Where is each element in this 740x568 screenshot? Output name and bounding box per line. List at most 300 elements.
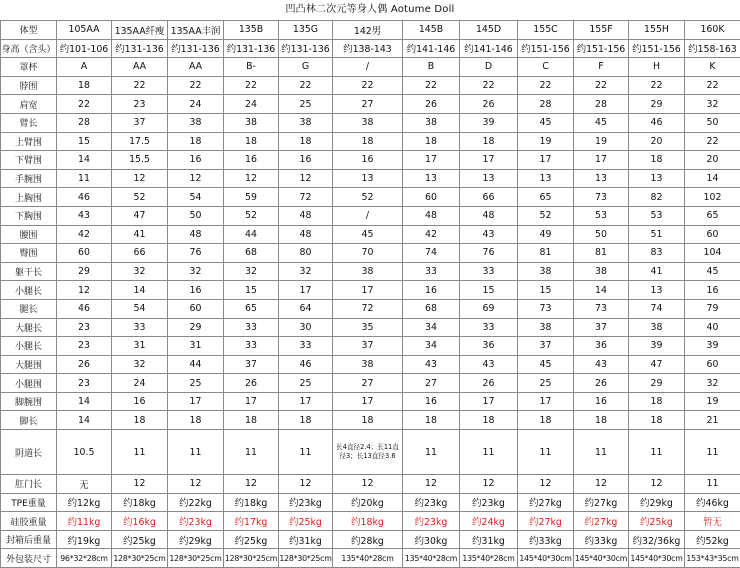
table-cell: 约141-146 xyxy=(460,39,518,58)
table-cell: 11 xyxy=(168,430,224,475)
table-cell: 25 xyxy=(279,95,333,114)
table-cell: 18 xyxy=(57,76,112,95)
table-cell: 11 xyxy=(57,169,112,188)
table-cell: G xyxy=(279,58,333,77)
table-cell: 135*40*28cm xyxy=(333,549,403,568)
table-cell: 26 xyxy=(460,95,518,114)
table-cell: 18 xyxy=(403,411,460,430)
table-cell: 76 xyxy=(168,244,224,263)
table-row xyxy=(1,549,740,568)
table-cell: 约12kg xyxy=(57,493,112,512)
table-cell: B xyxy=(403,58,460,77)
table-cell: 52 xyxy=(333,188,403,207)
table-cell: 52 xyxy=(112,188,168,207)
table-cell: 48 xyxy=(460,206,518,225)
table-cell: 11 xyxy=(685,475,740,494)
table-cell: 约101-106 xyxy=(57,39,112,58)
table-cell: 约23kg xyxy=(460,493,518,512)
table-cell: 约27kg xyxy=(518,512,574,531)
table-cell: 约27kg xyxy=(518,493,574,512)
table-cell: 22 xyxy=(279,76,333,95)
table-cell: 51 xyxy=(629,225,685,244)
table-cell: 14 xyxy=(112,281,168,300)
table-cell: 14 xyxy=(57,151,112,170)
table-cell: 32 xyxy=(112,262,168,281)
table-cell: 约52kg xyxy=(685,530,740,549)
table-cell: / xyxy=(333,58,403,77)
table-cell: 约28kg xyxy=(333,530,403,549)
table-cell: 43 xyxy=(574,355,629,374)
table-cell: 96*32*28cm xyxy=(57,549,112,568)
table-cell: 46 xyxy=(279,355,333,374)
table-cell: 28 xyxy=(574,95,629,114)
table-cell: 24 xyxy=(224,95,279,114)
table-row xyxy=(1,392,740,411)
table-cell: 82 xyxy=(629,188,685,207)
table-row xyxy=(1,355,740,374)
table-row xyxy=(1,374,740,393)
table-cell: 24 xyxy=(168,95,224,114)
table-cell: 16 xyxy=(403,392,460,411)
table-cell: 145*40*30cm xyxy=(518,549,574,568)
row-label: 肛门长 xyxy=(1,475,57,494)
table-cell: 135B xyxy=(224,21,279,40)
table-cell: 50 xyxy=(168,206,224,225)
table-cell: 约30kg xyxy=(403,530,460,549)
table-cell: 12 xyxy=(518,475,574,494)
table-cell: 16 xyxy=(112,392,168,411)
table-cell: 155C xyxy=(518,21,574,40)
table-cell: 19 xyxy=(685,392,740,411)
table-cell: 15 xyxy=(460,281,518,300)
table-cell: 66 xyxy=(112,244,168,263)
table-cell: 105AA xyxy=(57,21,112,40)
table-cell: 11 xyxy=(574,430,629,475)
table-cell: 135AA丰润 xyxy=(168,21,224,40)
table-cell: 76 xyxy=(460,244,518,263)
table-cell: 约11kg xyxy=(57,512,112,531)
row-label: 臀围 xyxy=(1,244,57,263)
table-cell: 18 xyxy=(333,411,403,430)
table-cell: 43 xyxy=(460,355,518,374)
row-label: 小腿围 xyxy=(1,374,57,393)
table-cell: 128*30*25cm xyxy=(224,549,279,568)
table-row xyxy=(1,512,740,531)
table-cell: C xyxy=(518,58,574,77)
table-cell: 53 xyxy=(574,206,629,225)
table-cell: 约151-156 xyxy=(629,39,685,58)
table-cell: 38 xyxy=(333,355,403,374)
table-cell: 37 xyxy=(333,337,403,356)
table-cell: 13 xyxy=(629,169,685,188)
table-cell: 145*40*30cm xyxy=(629,549,685,568)
table-row xyxy=(1,337,740,356)
table-cell: 135AA纤瘦 xyxy=(112,21,168,40)
table-cell: 12 xyxy=(460,475,518,494)
table-cell: 18 xyxy=(460,411,518,430)
table-cell: 11 xyxy=(112,430,168,475)
table-cell: 36 xyxy=(460,337,518,356)
table-cell: 23 xyxy=(57,318,112,337)
table-cell: 33 xyxy=(279,337,333,356)
table-cell: 27 xyxy=(333,374,403,393)
table-cell: 60 xyxy=(403,188,460,207)
table-cell: 52 xyxy=(224,206,279,225)
row-label: 脖围 xyxy=(1,76,57,95)
table-cell: 17 xyxy=(403,151,460,170)
table-cell: 80 xyxy=(279,244,333,263)
table-cell: 12 xyxy=(279,475,333,494)
table-cell: 14 xyxy=(685,169,740,188)
table-cell: 45 xyxy=(518,113,574,132)
table-cell: 52 xyxy=(518,206,574,225)
table-cell: 65 xyxy=(518,188,574,207)
table-cell: 22 xyxy=(574,76,629,95)
table-cell: 20 xyxy=(629,132,685,151)
table-cell: 32 xyxy=(685,95,740,114)
table-cell: 18 xyxy=(279,132,333,151)
table-cell: 135*40*28cm xyxy=(460,549,518,568)
table-cell: 22 xyxy=(333,76,403,95)
table-cell: 22 xyxy=(57,95,112,114)
table-cell: 约23kg xyxy=(168,512,224,531)
table-cell: 32 xyxy=(685,374,740,393)
table-cell: 11 xyxy=(629,430,685,475)
table-cell: 14 xyxy=(574,281,629,300)
table-cell: 约31kg xyxy=(460,530,518,549)
table-cell: 48 xyxy=(279,225,333,244)
table-cell: 22 xyxy=(685,132,740,151)
table-cell: 25 xyxy=(279,374,333,393)
table-cell: 16 xyxy=(685,281,740,300)
table-cell: 34 xyxy=(403,318,460,337)
table-cell: 13 xyxy=(574,169,629,188)
table-cell: 约29kg xyxy=(629,493,685,512)
table-cell: 66 xyxy=(460,188,518,207)
table-cell: 48 xyxy=(403,206,460,225)
table-cell: 约25kg xyxy=(224,530,279,549)
table-cell: 约131-136 xyxy=(224,39,279,58)
table-row xyxy=(1,39,740,58)
table-cell: 60 xyxy=(685,225,740,244)
table-cell: 13 xyxy=(518,169,574,188)
table-cell: 49 xyxy=(518,225,574,244)
table-cell: 35 xyxy=(333,318,403,337)
table-cell: 17 xyxy=(168,392,224,411)
table-cell: 46 xyxy=(629,113,685,132)
table-cell: 33 xyxy=(403,262,460,281)
row-label: 上臂围 xyxy=(1,132,57,151)
table-cell: 36 xyxy=(574,337,629,356)
table-cell: 18 xyxy=(460,132,518,151)
table-cell: 16 xyxy=(403,281,460,300)
table-cell: 60 xyxy=(685,355,740,374)
table-cell: 约17kg xyxy=(224,512,279,531)
table-cell: 约23kg xyxy=(403,512,460,531)
table-cell: 17 xyxy=(518,151,574,170)
table-cell: 38 xyxy=(279,113,333,132)
table-cell: 12 xyxy=(403,475,460,494)
table-cell: 18 xyxy=(168,411,224,430)
table-cell: 145B xyxy=(403,21,460,40)
table-cell: 39 xyxy=(685,337,740,356)
table-cell: 24 xyxy=(112,374,168,393)
row-label: 肩宽 xyxy=(1,95,57,114)
table-cell: 12 xyxy=(629,475,685,494)
table-cell: 38 xyxy=(574,262,629,281)
table-cell: K xyxy=(685,58,740,77)
table-cell: 12 xyxy=(168,169,224,188)
table-cell: 17 xyxy=(518,392,574,411)
table-cell: 约16kg xyxy=(112,512,168,531)
table-cell: 11 xyxy=(224,430,279,475)
table-cell: 16 xyxy=(574,392,629,411)
table-cell: 约25kg xyxy=(279,512,333,531)
table-cell: 21 xyxy=(685,411,740,430)
table-cell: 11 xyxy=(685,430,740,475)
table-row xyxy=(1,281,740,300)
table-cell: 45 xyxy=(518,355,574,374)
table-row xyxy=(1,493,740,512)
table-cell: 43 xyxy=(57,206,112,225)
table-cell: 135G xyxy=(279,21,333,40)
table-cell: 约27kg xyxy=(574,493,629,512)
table-cell: 15.5 xyxy=(112,151,168,170)
table-cell: 38 xyxy=(518,318,574,337)
table-cell: / xyxy=(333,206,403,225)
row-label: 大腿长 xyxy=(1,318,57,337)
table-cell: 约24kg xyxy=(460,512,518,531)
table-cell: 17 xyxy=(279,392,333,411)
table-cell: 38 xyxy=(224,113,279,132)
table-cell: 18 xyxy=(224,132,279,151)
table-cell: 135*40*28cm xyxy=(403,549,460,568)
table-cell: 145*40*30cm xyxy=(574,549,629,568)
table-cell: 约131-136 xyxy=(279,39,333,58)
table-cell: 43 xyxy=(460,225,518,244)
table-cell: 102 xyxy=(685,188,740,207)
table-cell: 45 xyxy=(333,225,403,244)
table-cell: 约23kg xyxy=(403,493,460,512)
table-cell: D xyxy=(460,58,518,77)
table-cell: 16 xyxy=(224,151,279,170)
table-cell: 48 xyxy=(168,225,224,244)
row-label: 封箱后重量 xyxy=(1,530,57,549)
table-cell: 23 xyxy=(57,337,112,356)
table-cell: 16 xyxy=(168,281,224,300)
table-cell: 74 xyxy=(629,299,685,318)
table-row xyxy=(1,530,740,549)
table-cell: 31 xyxy=(112,337,168,356)
table-cell: 12 xyxy=(168,475,224,494)
table-cell: 约29kg xyxy=(168,530,224,549)
table-cell: 37 xyxy=(518,337,574,356)
table-cell: 约33kg xyxy=(518,530,574,549)
table-cell: 38 xyxy=(518,262,574,281)
table-cell: 约25kg xyxy=(112,530,168,549)
table-cell: 73 xyxy=(518,299,574,318)
table-cell: 约131-136 xyxy=(112,39,168,58)
table-cell: 10.5 xyxy=(57,430,112,475)
table-cell: 38 xyxy=(168,113,224,132)
table-cell: 约25kg xyxy=(629,512,685,531)
table-row xyxy=(1,95,740,114)
table-cell: 29 xyxy=(629,95,685,114)
table-cell: 18 xyxy=(574,411,629,430)
table-cell: 约46kg xyxy=(685,493,740,512)
table-cell: 18 xyxy=(629,151,685,170)
table-cell: 50 xyxy=(574,225,629,244)
row-label: 腰围 xyxy=(1,225,57,244)
table-cell: 17 xyxy=(333,392,403,411)
table-cell: 约131-136 xyxy=(168,39,224,58)
table-cell: 81 xyxy=(574,244,629,263)
row-label: 上胸围 xyxy=(1,188,57,207)
table-cell: 22 xyxy=(629,76,685,95)
table-cell: 12 xyxy=(224,169,279,188)
table-cell: 约32/36kg xyxy=(629,530,685,549)
row-label: 罩杯 xyxy=(1,58,57,77)
table-cell: 13 xyxy=(460,169,518,188)
table-cell: 22 xyxy=(403,76,460,95)
table-cell: 12 xyxy=(112,475,168,494)
table-cell: 74 xyxy=(403,244,460,263)
table-cell: 50 xyxy=(685,113,740,132)
table-cell: 17 xyxy=(574,151,629,170)
table-cell: 33 xyxy=(112,318,168,337)
table-cell: 48 xyxy=(279,206,333,225)
table-cell: 13 xyxy=(629,281,685,300)
row-label: 外包装尺寸 xyxy=(1,549,57,568)
table-cell: 37 xyxy=(574,318,629,337)
table-cell: 约33kg xyxy=(574,530,629,549)
table-cell: 54 xyxy=(112,299,168,318)
table-cell: 26 xyxy=(574,374,629,393)
table-cell: 26 xyxy=(224,374,279,393)
table-cell: 60 xyxy=(168,299,224,318)
table-cell: 19 xyxy=(574,132,629,151)
table-cell: 15 xyxy=(57,132,112,151)
table-cell: 42 xyxy=(57,225,112,244)
table-cell: 33 xyxy=(460,262,518,281)
table-cell: 16 xyxy=(279,151,333,170)
table-cell: 45 xyxy=(574,113,629,132)
table-cell: H xyxy=(629,58,685,77)
table-cell: 16 xyxy=(333,151,403,170)
table-cell: 22 xyxy=(168,76,224,95)
table-cell: 43 xyxy=(403,355,460,374)
table-cell: 41 xyxy=(112,225,168,244)
row-label: 身高（含头） xyxy=(1,39,57,58)
table-cell: 104 xyxy=(685,244,740,263)
table-cell: 33 xyxy=(224,337,279,356)
table-cell: 26 xyxy=(460,374,518,393)
table-cell: 12 xyxy=(112,169,168,188)
table-cell: 19 xyxy=(518,132,574,151)
table-cell: 18 xyxy=(168,132,224,151)
table-cell: 约27kg xyxy=(574,512,629,531)
table-cell: 17 xyxy=(460,392,518,411)
table-cell: 12 xyxy=(574,475,629,494)
table-cell: 81 xyxy=(518,244,574,263)
table-cell: 53 xyxy=(629,206,685,225)
table-cell: 22 xyxy=(685,76,740,95)
table-row xyxy=(1,411,740,430)
table-cell: 约31kg xyxy=(279,530,333,549)
table-cell: 33 xyxy=(460,318,518,337)
row-label: 大腿围 xyxy=(1,355,57,374)
table-cell: 12 xyxy=(279,169,333,188)
table-row xyxy=(1,132,740,151)
table-cell: 22 xyxy=(518,76,574,95)
row-label: 硅胶重量 xyxy=(1,512,57,531)
table-cell: 约158-163 xyxy=(685,39,740,58)
table-row xyxy=(1,244,740,263)
table-cell: 23 xyxy=(112,95,168,114)
table-row xyxy=(1,225,740,244)
table-cell: 11 xyxy=(518,430,574,475)
table-cell: 32 xyxy=(112,355,168,374)
table-cell: 17 xyxy=(224,392,279,411)
table-cell: 79 xyxy=(685,299,740,318)
table-row xyxy=(1,169,740,188)
table-row xyxy=(1,318,740,337)
table-cell: 15 xyxy=(518,281,574,300)
table-cell: 26 xyxy=(403,95,460,114)
table-cell: 29 xyxy=(57,262,112,281)
table-cell: 22 xyxy=(224,76,279,95)
chart-title: 凹凸林二次元等身人偶 Aotume Doll xyxy=(0,0,740,20)
table-cell: 68 xyxy=(403,299,460,318)
table-row xyxy=(1,206,740,225)
table-cell: 约141-146 xyxy=(403,39,460,58)
table-cell: 32 xyxy=(168,262,224,281)
table-cell: 18 xyxy=(629,411,685,430)
table-cell: 46 xyxy=(57,299,112,318)
table-cell: 70 xyxy=(333,244,403,263)
table-cell: 128*30*25cm xyxy=(112,549,168,568)
table-cell: 38 xyxy=(333,113,403,132)
table-cell: F xyxy=(574,58,629,77)
table-cell: 18 xyxy=(333,132,403,151)
table-cell: 37 xyxy=(224,355,279,374)
table-cell: 37 xyxy=(112,113,168,132)
table-cell: 142男 xyxy=(333,21,403,40)
table-cell: 40 xyxy=(685,318,740,337)
row-label: 小腿长 xyxy=(1,281,57,300)
table-cell: 18 xyxy=(403,132,460,151)
table-cell: 22 xyxy=(112,76,168,95)
row-label: 臂长 xyxy=(1,113,57,132)
table-cell: 32 xyxy=(279,262,333,281)
table-cell: 约19kg xyxy=(57,530,112,549)
table-cell: AA xyxy=(112,58,168,77)
table-cell: 27 xyxy=(333,95,403,114)
table-cell: 29 xyxy=(168,318,224,337)
table-cell: 12 xyxy=(333,475,403,494)
table-cell: 11 xyxy=(403,430,460,475)
row-label: 下臂围 xyxy=(1,151,57,170)
table-cell: B- xyxy=(224,58,279,77)
table-cell: 38 xyxy=(629,318,685,337)
table-row xyxy=(1,262,740,281)
table-cell: 64 xyxy=(279,299,333,318)
table-cell: 长4直径2.4；长11直径3；长13直径3.6 xyxy=(333,430,403,475)
table-cell: 17.5 xyxy=(112,132,168,151)
table-cell: 128*30*25cm xyxy=(279,549,333,568)
table-cell: 59 xyxy=(224,188,279,207)
table-cell: 无 xyxy=(57,475,112,494)
